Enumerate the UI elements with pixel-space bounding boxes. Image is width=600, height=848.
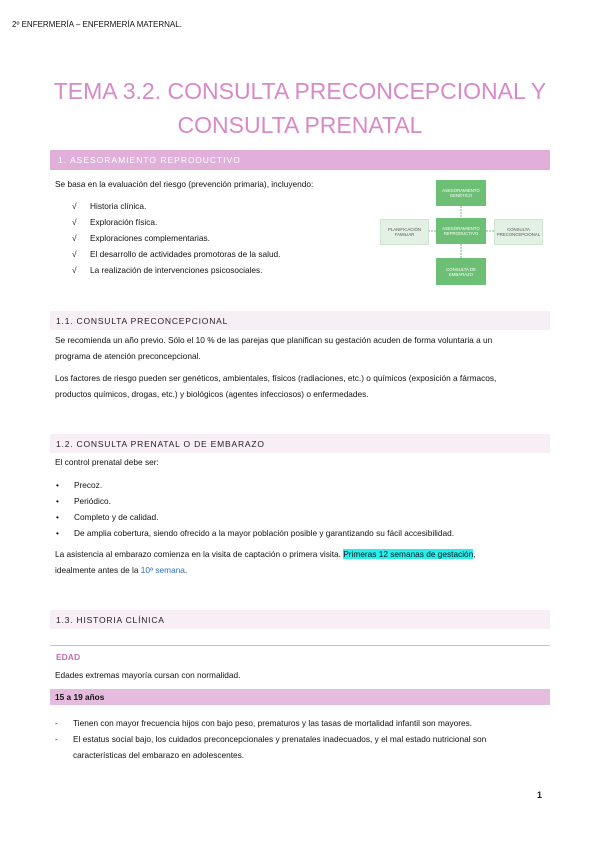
paragraph-line: programa de atención preconcepcional. [55, 351, 201, 361]
list-item-text: Exploraciones complementarias. [90, 233, 210, 243]
age-range-bar [50, 689, 550, 705]
paragraph-text: . [184, 565, 188, 575]
list-item-text: Tienen con mayor frecuencia hijos con bajo peso, prematuros y las tasas de mortalidad infantil son mayores. [73, 718, 473, 728]
section-1-1-paragraph-1 [55, 332, 545, 364]
list-item [56, 493, 544, 509]
list-item-text: De amplia cobertura, siendo ofrecido a la mayor población posible y garantizando su fácil accesibilidad. [74, 528, 455, 538]
title-line-2: CONSULTA PRENATAL [177, 112, 423, 138]
bullet-icon: • [56, 512, 59, 522]
paragraph-line: productos químicos, drogas, etc.) y biológicos (agentes infecciosos) o enfermedades. [55, 389, 369, 399]
paragraph-line: Los factores de riesgo pueden ser genéticos, ambientales, físicos (radiaciones, etc.) o químicos (exposición a fármacos, [55, 373, 497, 383]
section-1-heading: 1. ASESORAMIENTO REPRODUCTIVO [58, 155, 241, 165]
reproductive-counseling-diagram [380, 178, 542, 290]
list-item [55, 715, 548, 731]
dash-icon: - [55, 718, 58, 728]
list-item [72, 246, 370, 262]
diagram-box-genetic: ASESORAMIENTO GENÉTICO [436, 180, 486, 206]
list-item-text: Exploración física. [90, 217, 158, 227]
paragraph-text: , [473, 549, 476, 559]
list-item-text: Historia clínica. [90, 201, 147, 211]
age-range-label: 15 a 19 años [55, 692, 105, 702]
list-item-continuation: características del embarazo en adolescentes. [73, 750, 245, 760]
title-line-1: TEMA 3.2. CONSULTA PRECONCEPCIONAL Y [53, 78, 547, 104]
list-item-text: El desarrollo de actividades promotoras de la salud. [90, 249, 281, 259]
list-item [56, 525, 544, 541]
section-1-3-heading: 1.3. HISTORIA CLÍNICA [56, 615, 165, 625]
edad-subheading: EDAD [56, 652, 81, 662]
section-1-3-list [55, 715, 548, 763]
list-item-text: Precoz. [74, 480, 103, 490]
list-item-text: El estatus social bajo, los cuidados preconcepcionales y prenatales inadecuados, y el mal estado nutricional son [73, 734, 487, 744]
paragraph-text: La asistencia al embarazo comienza en la visita de captación o primera visita. [55, 549, 344, 559]
list-item [56, 477, 544, 493]
week-10-text: 10ª semana [140, 565, 185, 575]
list-item-text: Completo y de calidad. [74, 512, 159, 522]
edad-text: Edades extremas mayoría cursan con normalidad. [55, 670, 241, 680]
section-1-1-heading: 1.1. CONSULTA PRECONCEPCIONAL [56, 316, 229, 326]
section-1-2-heading: 1.2. CONSULTA PRENATAL O DE EMBARAZO [56, 439, 265, 449]
section-1-2-paragraph [55, 546, 550, 578]
section-1-3-heading-bar [50, 610, 550, 629]
page-title [30, 74, 570, 142]
section-1-1-paragraph-2 [55, 370, 545, 402]
list-item [72, 230, 370, 246]
running-header: 2º ENFERMERÍA – ENFERMERÍA MATERNAL. [12, 20, 182, 29]
section-1-2-list [56, 477, 544, 541]
section-1-2-heading-bar [50, 434, 550, 453]
check-icon: √ [72, 201, 77, 211]
bullet-icon: • [56, 528, 59, 538]
diagram-box-pregnancy: CONSULTA DE EMBARAZO [436, 258, 486, 285]
paragraph-line [55, 562, 550, 578]
check-icon: √ [72, 217, 77, 227]
edad-subheading-bar [50, 645, 550, 664]
check-icon: √ [72, 249, 77, 259]
list-item [56, 509, 544, 525]
section-1-list [72, 198, 370, 278]
section-1-heading-bar [50, 150, 550, 170]
list-item-text: La realización de intervenciones psicosociales. [90, 265, 263, 275]
section-1-2-intro: El control prenatal debe ser: [55, 457, 159, 467]
list-item-text: Periódico. [74, 496, 111, 506]
check-icon: √ [72, 265, 77, 275]
highlighted-weeks: Primeras 12 semanas de gestación [343, 549, 474, 559]
list-item [55, 731, 548, 747]
bullet-icon: • [56, 480, 59, 490]
paragraph-line [55, 546, 550, 562]
section-1-intro: Se basa en la evaluación del riesgo (prevención primaria), incluyendo: [55, 179, 314, 189]
diagram-box-reproductive: ASESORAMIENTO REPRODUCTIVO [436, 218, 486, 244]
dash-icon: - [55, 734, 58, 744]
page-number: 1 [537, 790, 543, 800]
check-icon: √ [72, 233, 77, 243]
list-item [72, 262, 370, 278]
paragraph-text: idealmente antes de la [55, 565, 141, 575]
diagram-box-preconception: CONSULTA PRECONCEPCIONAL [494, 219, 543, 245]
bullet-icon: • [56, 496, 59, 506]
list-item [72, 214, 370, 230]
diagram-box-family-planning: PLANIFICACIÓN FAMILIAR [380, 219, 429, 245]
section-1-1-heading-bar [50, 311, 550, 330]
list-item [72, 198, 370, 214]
paragraph-line: Se recomienda un año previo. Sólo el 10 % de las parejas que planifican su gestación acuden de forma voluntaria a un [55, 335, 493, 345]
